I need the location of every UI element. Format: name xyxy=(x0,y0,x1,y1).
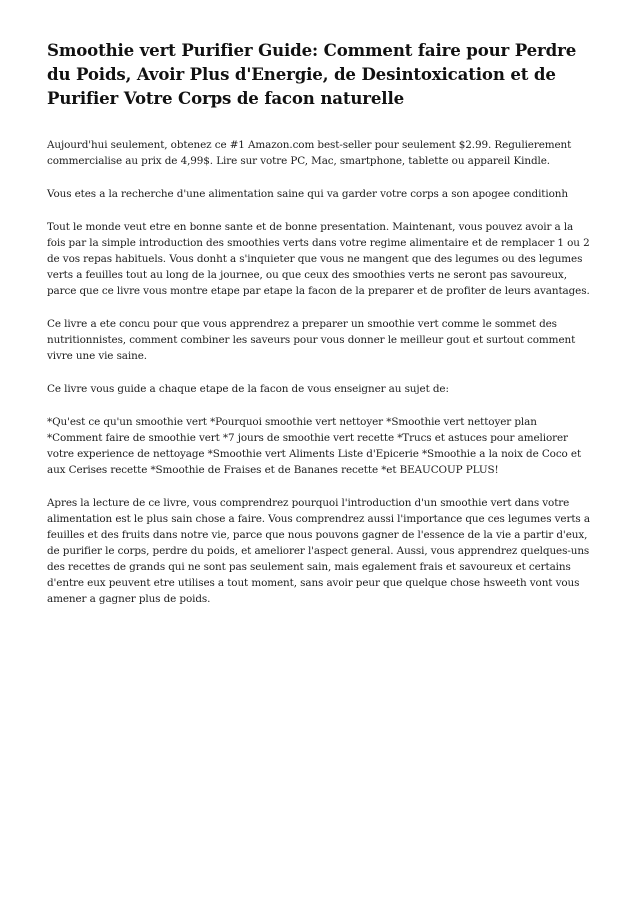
paragraph-conclusion: Apres la lecture de ce livre, vous comprendrez pourquoi l'introduction d'un smoothie vert dans votre alimentation est le plus sain chose a faire. Vous comprendrez aussi l'importance que ces legumes verts a feuilles et des fruits dans notre vie, parce que nous pouvons gagner de l'essence de la vie a partir d'eux, de purifier le corps, perdre du poids, et ameliorer l'aspect general. Aussi, vous apprendrez quelques-uns des recettes de grands qui ne sont pas seulement sain, mais egalement frais et savoureux et certains d'entre eux peuvent etre utilises a tout moment, sans avoir peur que quelque chose hsweeth vont vous amener a gagner plus de poids. xyxy=(47,497,590,605)
paragraph-intro-question: Vous etes a la recherche d'une alimentation saine qui va garder votre corps a son apogee conditionh xyxy=(47,188,568,200)
paragraph-guide-lead: Ce livre vous guide a chaque etape de la facon de vous enseigner au sujet de: xyxy=(47,383,449,395)
paragraph-book-design: Ce livre a ete concu pour que vous apprendrez a preparer un smoothie vert comme le sommet des nutritionnistes, comment combiner les saveurs pour vous donner le meilleur gout et surtout comment vivre une vie saine. xyxy=(47,318,576,362)
paragraph-health: Tout le monde veut etre en bonne sante et de bonne presentation. Maintenant, vous pouvez avoir a la fois par la simple introduction des smoothies verts dans votre regime alimentaire et de remplacer 1 ou 2 de vos repas habituels. Vous donht a s'inquieter que vous ne mangent que des legumes ou des legumes verts a feuilles tout au long de la journee, ou que ceux des smoothies verts ne seront pas savoureux, parce que ce livre vous montre etape par etape la facon de la preparer et de profiter de leurs avantages. xyxy=(47,221,590,297)
paragraph-offer: Aujourd'hui seulement, obtenez ce #1 Amazon.com best-seller pour seulement $2.99. Regulierement commercialise au prix de 4,99$. Lire sur votre PC, Mac, smartphone, tablette ou appareil Kindle. xyxy=(47,139,572,167)
paragraph-topics-list: *Qu'est ce qu'un smoothie vert *Pourquoi smoothie vert nettoyer *Smoothie vert nettoyer plan *Comment faire de smoothie vert *7 jours de smoothie vert recette *Trucs et astuces pour ameliorer votre experience de nettoyage *Smoothie vert Aliments Liste d'Epicerie *Smoothie a la noix de Coco et aux Cerises recette *Smoothie de Fraises et de Bananes recette *et BEAUCOUP PLUS! xyxy=(47,416,582,476)
document-title: Smoothie vert Purifier Guide: Comment faire pour Perdre du Poids, Avoir Plus d'Energie, de Desintoxication et de Purifier Votre Corps de facon naturelle xyxy=(47,40,577,108)
